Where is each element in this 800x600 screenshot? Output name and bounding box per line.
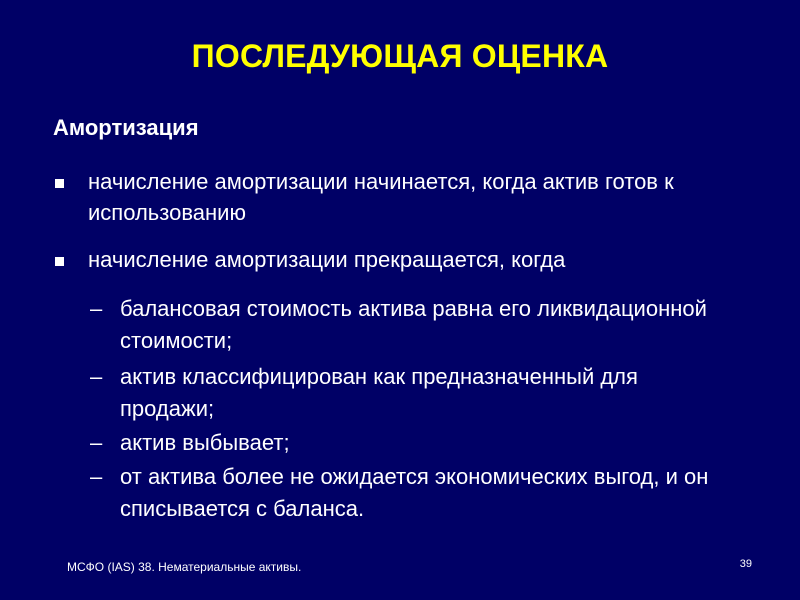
dash-marker: –: [90, 430, 103, 455]
bullet-text: начисление амортизации начинается, когда актив готов к использованию: [88, 169, 674, 225]
section-subtitle: Амортизация: [53, 115, 199, 140]
dash-marker: –: [90, 364, 103, 389]
slide-footer: МСФО (IAS) 38. Нематериальные активы.: [67, 560, 302, 574]
slide-title: ПОСЛЕДУЮЩАЯ ОЦЕНКА: [191, 38, 609, 74]
sub-item-text: актив выбывает;: [120, 430, 290, 455]
sub-item-text: актив классифицирован как предназначенный для продажи;: [120, 364, 638, 421]
page-number: 39: [739, 558, 752, 570]
square-bullet-icon: [55, 257, 64, 266]
dash-marker: –: [90, 464, 103, 489]
bullet-text: начисление амортизации прекращается, когда: [88, 247, 566, 272]
dash-marker: –: [90, 296, 103, 321]
square-bullet-icon: [55, 179, 64, 188]
sub-item-text: от актива более не ожидается экономических выгод, и он списывается с баланса.: [120, 464, 709, 521]
sub-item-text: балансовая стоимость актива равна его ликвидационной стоимости;: [120, 296, 707, 353]
